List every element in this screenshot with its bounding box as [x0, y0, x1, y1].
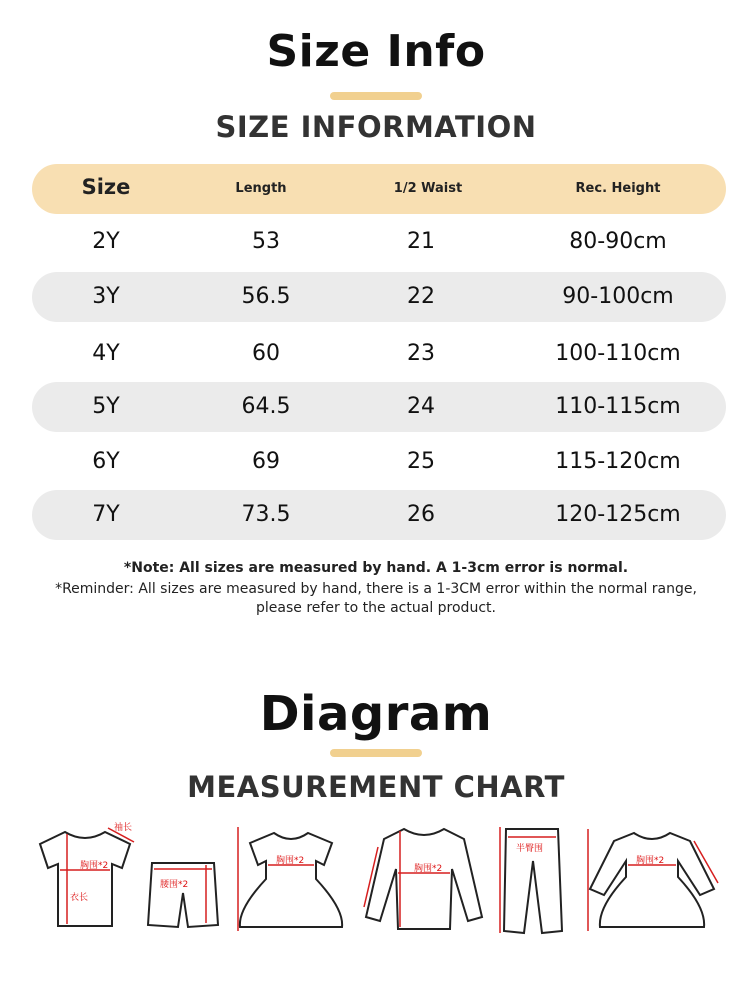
- table-cell: 6Y: [92, 449, 120, 474]
- chest-label: 胸围*2: [80, 861, 109, 871]
- table-cell: 23: [407, 341, 435, 366]
- table-cell: 3Y: [92, 284, 120, 309]
- diagram-accent-bar: [330, 749, 422, 757]
- table-cell: 4Y: [92, 341, 120, 366]
- measurement-diagrams: [30, 815, 730, 945]
- table-cell: 26: [407, 502, 435, 527]
- t-shirt-diagram: [30, 820, 140, 932]
- table-cell: 2Y: [92, 229, 120, 254]
- table-cell: 80-90cm: [569, 229, 667, 254]
- header-size: Size: [81, 175, 131, 199]
- table-cell: 22: [407, 284, 435, 309]
- shorts-diagram: [142, 855, 224, 937]
- table-cell: 25: [407, 449, 435, 474]
- dress-chest-label: 胸围*2: [276, 856, 305, 866]
- table-cell: 90-100cm: [562, 284, 674, 309]
- size-reminder: *Reminder: All sizes are measured by hand, there is a 1-3CM error within the normal range,: [55, 581, 697, 597]
- size-note: *Note: All sizes are measured by hand. A 1-3cm error is normal.: [123, 560, 629, 576]
- short-sleeve-dress-diagram: [232, 815, 350, 937]
- dress2-chest-label: 胸围*2: [636, 856, 665, 866]
- size-information-subtitle: SIZE INFORMATION: [215, 110, 537, 144]
- header-length: Length: [235, 181, 287, 196]
- header-rec-height: Rec. Height: [575, 181, 661, 196]
- size-info-title: Size Info: [266, 26, 486, 77]
- long-sleeve-dress-diagram: [582, 815, 722, 937]
- table-cell: 21: [407, 229, 435, 254]
- table-cell: 120-125cm: [555, 502, 681, 527]
- table-cell: 56.5: [241, 284, 291, 309]
- table-cell: 115-120cm: [555, 449, 681, 474]
- sleeve-label: 袖长: [114, 823, 133, 833]
- table-cell: 7Y: [92, 502, 120, 527]
- long-sleeve-top-diagram: [360, 817, 488, 939]
- diagram-title: Diagram: [259, 686, 493, 742]
- table-cell: 100-110cm: [555, 341, 681, 366]
- table-cell: 73.5: [241, 502, 291, 527]
- table-cell: 24: [407, 394, 435, 419]
- waist-label: 腰围*2: [160, 880, 189, 890]
- table-cell: 64.5: [241, 394, 291, 419]
- pants-diagram: [492, 817, 574, 941]
- table-cell: 5Y: [92, 394, 120, 419]
- table-cell: 69: [252, 449, 280, 474]
- table-cell: 60: [252, 341, 280, 366]
- table-cell: 53: [252, 229, 280, 254]
- hip-label: 半臀围: [516, 844, 544, 854]
- table-cell: 110-115cm: [555, 394, 681, 419]
- title-accent-bar: [330, 92, 422, 100]
- length-label: 衣长: [70, 893, 89, 903]
- size-reminder-continued: please refer to the actual product.: [256, 600, 496, 616]
- measurement-chart-subtitle: MEASUREMENT CHART: [187, 770, 565, 804]
- top-chest-label: 胸围*2: [414, 864, 443, 874]
- header-half-waist: 1/2 Waist: [393, 181, 463, 196]
